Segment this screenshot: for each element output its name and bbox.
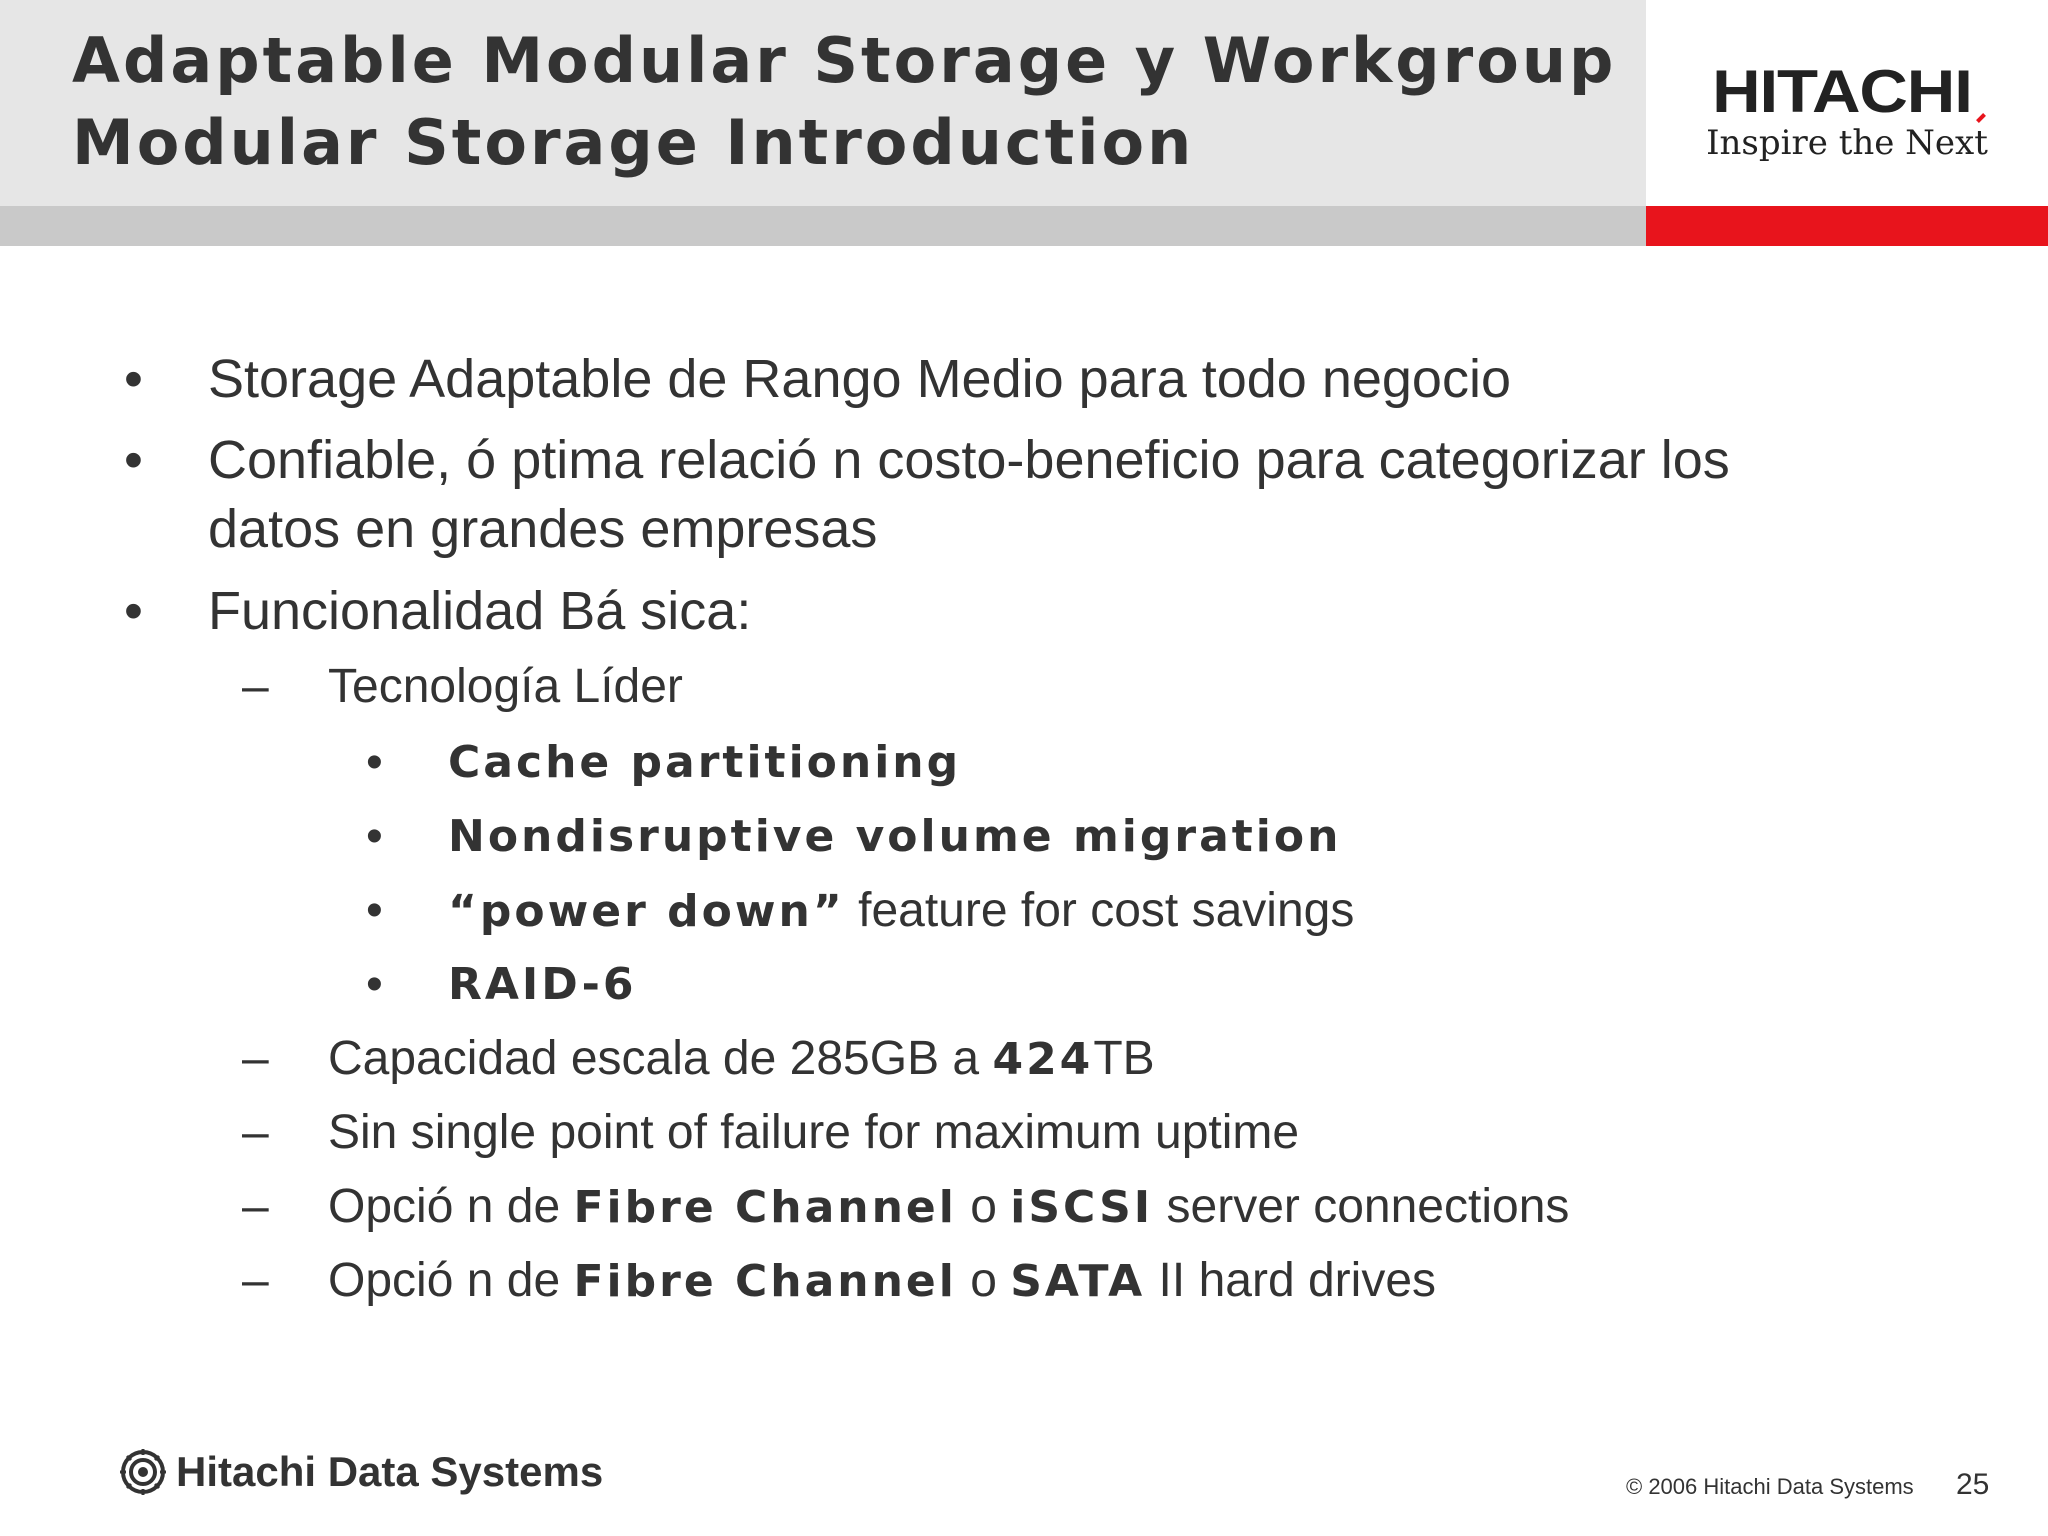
sub-tecnologia-lider: Tecnología Líder xyxy=(328,660,683,713)
bullet-marker: • xyxy=(124,581,143,641)
bullet-confiable-line-2: datos en grandes empresas xyxy=(208,499,878,559)
bullet-marker: • xyxy=(124,349,143,409)
slide-title-line-1: Adaptable Modular Storage y Workgroup xyxy=(72,24,1617,97)
capacidad-unit: TB xyxy=(1093,1032,1155,1085)
copyright-notice: © 2006 Hitachi Data Systems xyxy=(1626,1474,1914,1499)
bullet-storage-adaptable: Storage Adaptable de Rango Medio para todo negocio xyxy=(208,349,1511,409)
hard-drives-fibre-channel: Fibre Channel xyxy=(573,1256,957,1307)
footer-hds-logo xyxy=(120,1442,603,1502)
hds-emblem-icon xyxy=(120,1449,166,1495)
sub-capacidad xyxy=(328,1030,1155,1089)
bullet-marker: • xyxy=(124,430,143,490)
power-down-bold: “power down” xyxy=(448,886,845,937)
subsub-power-down xyxy=(448,882,1354,941)
capacidad-text: Capacidad escala de 285GB a xyxy=(328,1032,993,1085)
dash-marker: – xyxy=(242,1254,269,1307)
dash-marker: – xyxy=(242,660,269,713)
server-conn-post: server connections xyxy=(1153,1180,1570,1233)
server-conn-o: o xyxy=(956,1180,1011,1233)
bullet-marker: • xyxy=(366,958,383,1011)
dash-marker: – xyxy=(242,1180,269,1233)
dash-marker: – xyxy=(242,1032,269,1085)
power-down-rest: feature for cost savings xyxy=(844,884,1355,937)
subsub-cache-partitioning: Cache partitioning xyxy=(448,737,962,788)
hitachi-logo-tagline-text: Inspire the Next xyxy=(1706,123,1988,163)
hard-drives-sata: SATA xyxy=(1010,1256,1146,1307)
slide-title-line-2: Modular Storage Introduction xyxy=(72,106,1195,179)
bullet-confiable-line-1: Confiable, ó ptima relació n costo-beneficio para categorizar los xyxy=(208,430,1730,490)
bullet-marker: • xyxy=(366,810,383,863)
sub-server-connections xyxy=(328,1178,1569,1237)
hard-drives-post: II hard drives xyxy=(1145,1254,1437,1307)
bullet-marker: • xyxy=(366,736,383,789)
server-conn-pre: Opció n de xyxy=(328,1180,574,1233)
hard-drives-o: o xyxy=(956,1254,1011,1307)
bullet-funcionalidad: Funcionalidad Bá sica: xyxy=(208,581,752,641)
server-conn-fibre-channel: Fibre Channel xyxy=(573,1182,957,1233)
subsub-nondisruptive-migration: Nondisruptive volume migration xyxy=(448,811,1342,862)
dash-marker: – xyxy=(242,1106,269,1159)
server-conn-iscsi: iSCSI xyxy=(1010,1182,1154,1233)
capacidad-bold-value: 424 xyxy=(992,1034,1094,1085)
sub-single-point: Sin single point of failure for maximum uptime xyxy=(328,1106,1300,1159)
page-number: 25 xyxy=(1956,1468,1990,1501)
sub-hard-drives xyxy=(328,1252,1436,1311)
hitachi-logo-brand: HITACHI xyxy=(1712,58,1972,125)
subsub-raid6: RAID-6 xyxy=(448,959,637,1010)
footer-company-name: Hitachi Data Systems xyxy=(176,1448,604,1495)
bullet-marker: • xyxy=(366,884,383,937)
hard-drives-pre: Opció n de xyxy=(328,1254,574,1307)
